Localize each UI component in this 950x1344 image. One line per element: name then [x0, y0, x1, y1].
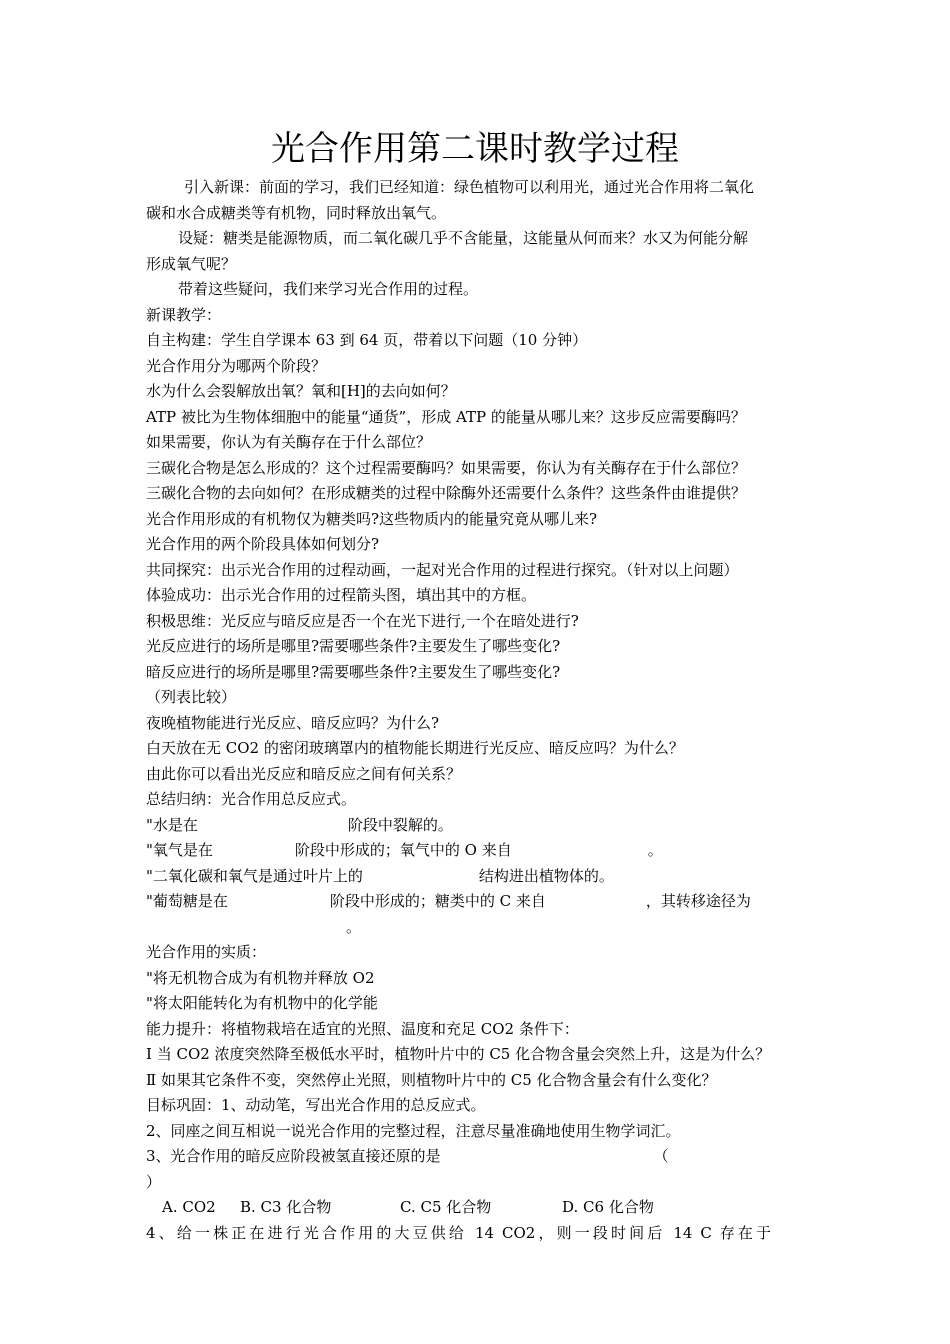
question-4: 4、给一株正在进行光合作用的大豆供给 14 CO2，则一段时间后 14 C 存在于 — [146, 1223, 771, 1242]
intro-line: 引入新课：前面的学习，我们已经知道：绿色植物可以利用光，通过光合作用将二氧化 — [184, 178, 755, 196]
text-line: "将无机物合成为有机物并释放 O2 — [146, 968, 375, 987]
text-line: 新课教学： — [146, 305, 222, 324]
text-line: 白天放在无 CO2 的密闭玻璃罩内的植物能长期进行光反应、暗反应吗？为什么？ — [146, 739, 684, 757]
fill-blank-co2: "二氧化碳和氧气是通过叶片上的 结构进出植物体的。 — [146, 866, 614, 885]
option-c: C. C5 化合物 — [400, 1198, 492, 1216]
text-line: 光合作用形成的有机物仅为糖类吗?这些物质内的能量究竟从哪儿来? — [146, 509, 598, 528]
question-line: 设疑：糖类是能源物质，而二氧化碳几乎不含能量，这能量从何而来？水又为何能分解 — [178, 229, 749, 247]
page-title: 光合作用第二课时教学过程 — [271, 129, 679, 169]
question-line: 形成氧气呢？ — [146, 254, 237, 273]
text-line: 三碳化合物的去向如何？在形成糖类的过程中除酶外还需要什么条件？这些条件由谁提供？ — [146, 484, 747, 502]
text-line: 如果需要，你认为有关酶存在于什么部位？ — [146, 433, 432, 451]
text-line: 三碳化合物是怎么形成的？这个过程需要酶吗？如果需要，你认为有关酶存在于什么部位？ — [146, 458, 747, 477]
option-b: B. C3 化合物 — [240, 1198, 332, 1216]
text-line: 水为什么会裂解放出氧？氧和[H]的去向如何？ — [146, 382, 456, 400]
text-line: 光合作用的实质： — [146, 943, 267, 961]
text-line: Ⅰ 当 CO2 浓度突然降至极低水平时，植物叶片中的 C5 化合物含量会突然上升，这是为什么？ — [146, 1045, 771, 1063]
text-line: 暗反应进行的场所是哪里?需要哪些条件?主要发生了哪些变化? — [146, 662, 561, 681]
text-line: （列表比较） — [146, 688, 237, 706]
text-line: 总结归纳：光合作用总反应式。 — [146, 790, 357, 808]
fill-blank-water: "水是在 阶段中裂解的。 — [146, 815, 453, 834]
text-line: "将太阳能转化为有机物中的化学能 — [146, 994, 378, 1012]
option-d: D. C6 化合物 — [562, 1198, 654, 1216]
text-line: 体验成功：出示光合作用的过程箭头图，填出其中的方框。 — [146, 586, 537, 604]
text-line: 共同探究：出示光合作用的过程动画，一起对光合作用的过程进行探究。（针对以上问题） — [146, 560, 739, 579]
text-line: 自主构建：学生自学课本 63 到 64 页，带着以下问题（10 分钟） — [146, 331, 588, 349]
question-3-options — [146, 1195, 826, 1221]
question-3-close: ） — [146, 1172, 162, 1191]
text-line: 2、同座之间互相说一说光合作用的完整过程，注意尽量准确地使用生物学词汇。 — [146, 1121, 681, 1140]
text-line: 光反应进行的场所是哪里?需要哪些条件?主要发生了哪些变化? — [146, 637, 561, 655]
text-line: 夜晚植物能进行光反应、暗反应吗？为什么? — [146, 713, 440, 732]
text-line: 由此你可以看出光反应和暗反应之间有何关系？ — [146, 764, 462, 783]
text-line: 能力提升：将植物栽培在适宜的光照、温度和充足 CO2 条件下： — [146, 1019, 579, 1038]
text-line: 光合作用的两个阶段具体如何划分? — [146, 535, 380, 553]
text-line: 积极思维：光反应与暗反应是否一个在光下进行,一个在暗处进行? — [146, 611, 579, 630]
document-body — [146, 175, 826, 1246]
fill-blank-end: 。 — [346, 917, 362, 936]
question-3: 3、光合作用的暗反应阶段被氢直接还原的是 （ — [146, 1147, 669, 1165]
text-line: 目标巩固：1、动动笔，写出光合作用的总反应式。 — [146, 1096, 486, 1114]
intro-line: 碳和水合成糖类等有机物，同时释放出氧气。 — [146, 203, 447, 222]
option-a: A. CO2 — [162, 1198, 216, 1216]
text-line: 光合作用分为哪两个阶段？ — [146, 356, 327, 375]
transition-line: 带着这些疑问，我们来学习光合作用的过程。 — [178, 280, 479, 298]
fill-blank-glucose: "葡萄糖是在 阶段中形成的；糖类中的 C 来自 ，其转移途径为 — [146, 892, 751, 910]
text-line: ATP 被比为生物体细胞中的能量“通货”，形成 ATP 的能量从哪儿来？这步反应需要酶吗？ — [146, 407, 746, 426]
fill-blank-oxygen: "氧气是在 阶段中形成的；氧气中的 O 来自 。 — [146, 841, 663, 859]
text-line: Ⅱ 如果其它条件不变，突然停止光照，则植物叶片中的 C5 化合物含量会有什么变化？ — [146, 1070, 717, 1089]
